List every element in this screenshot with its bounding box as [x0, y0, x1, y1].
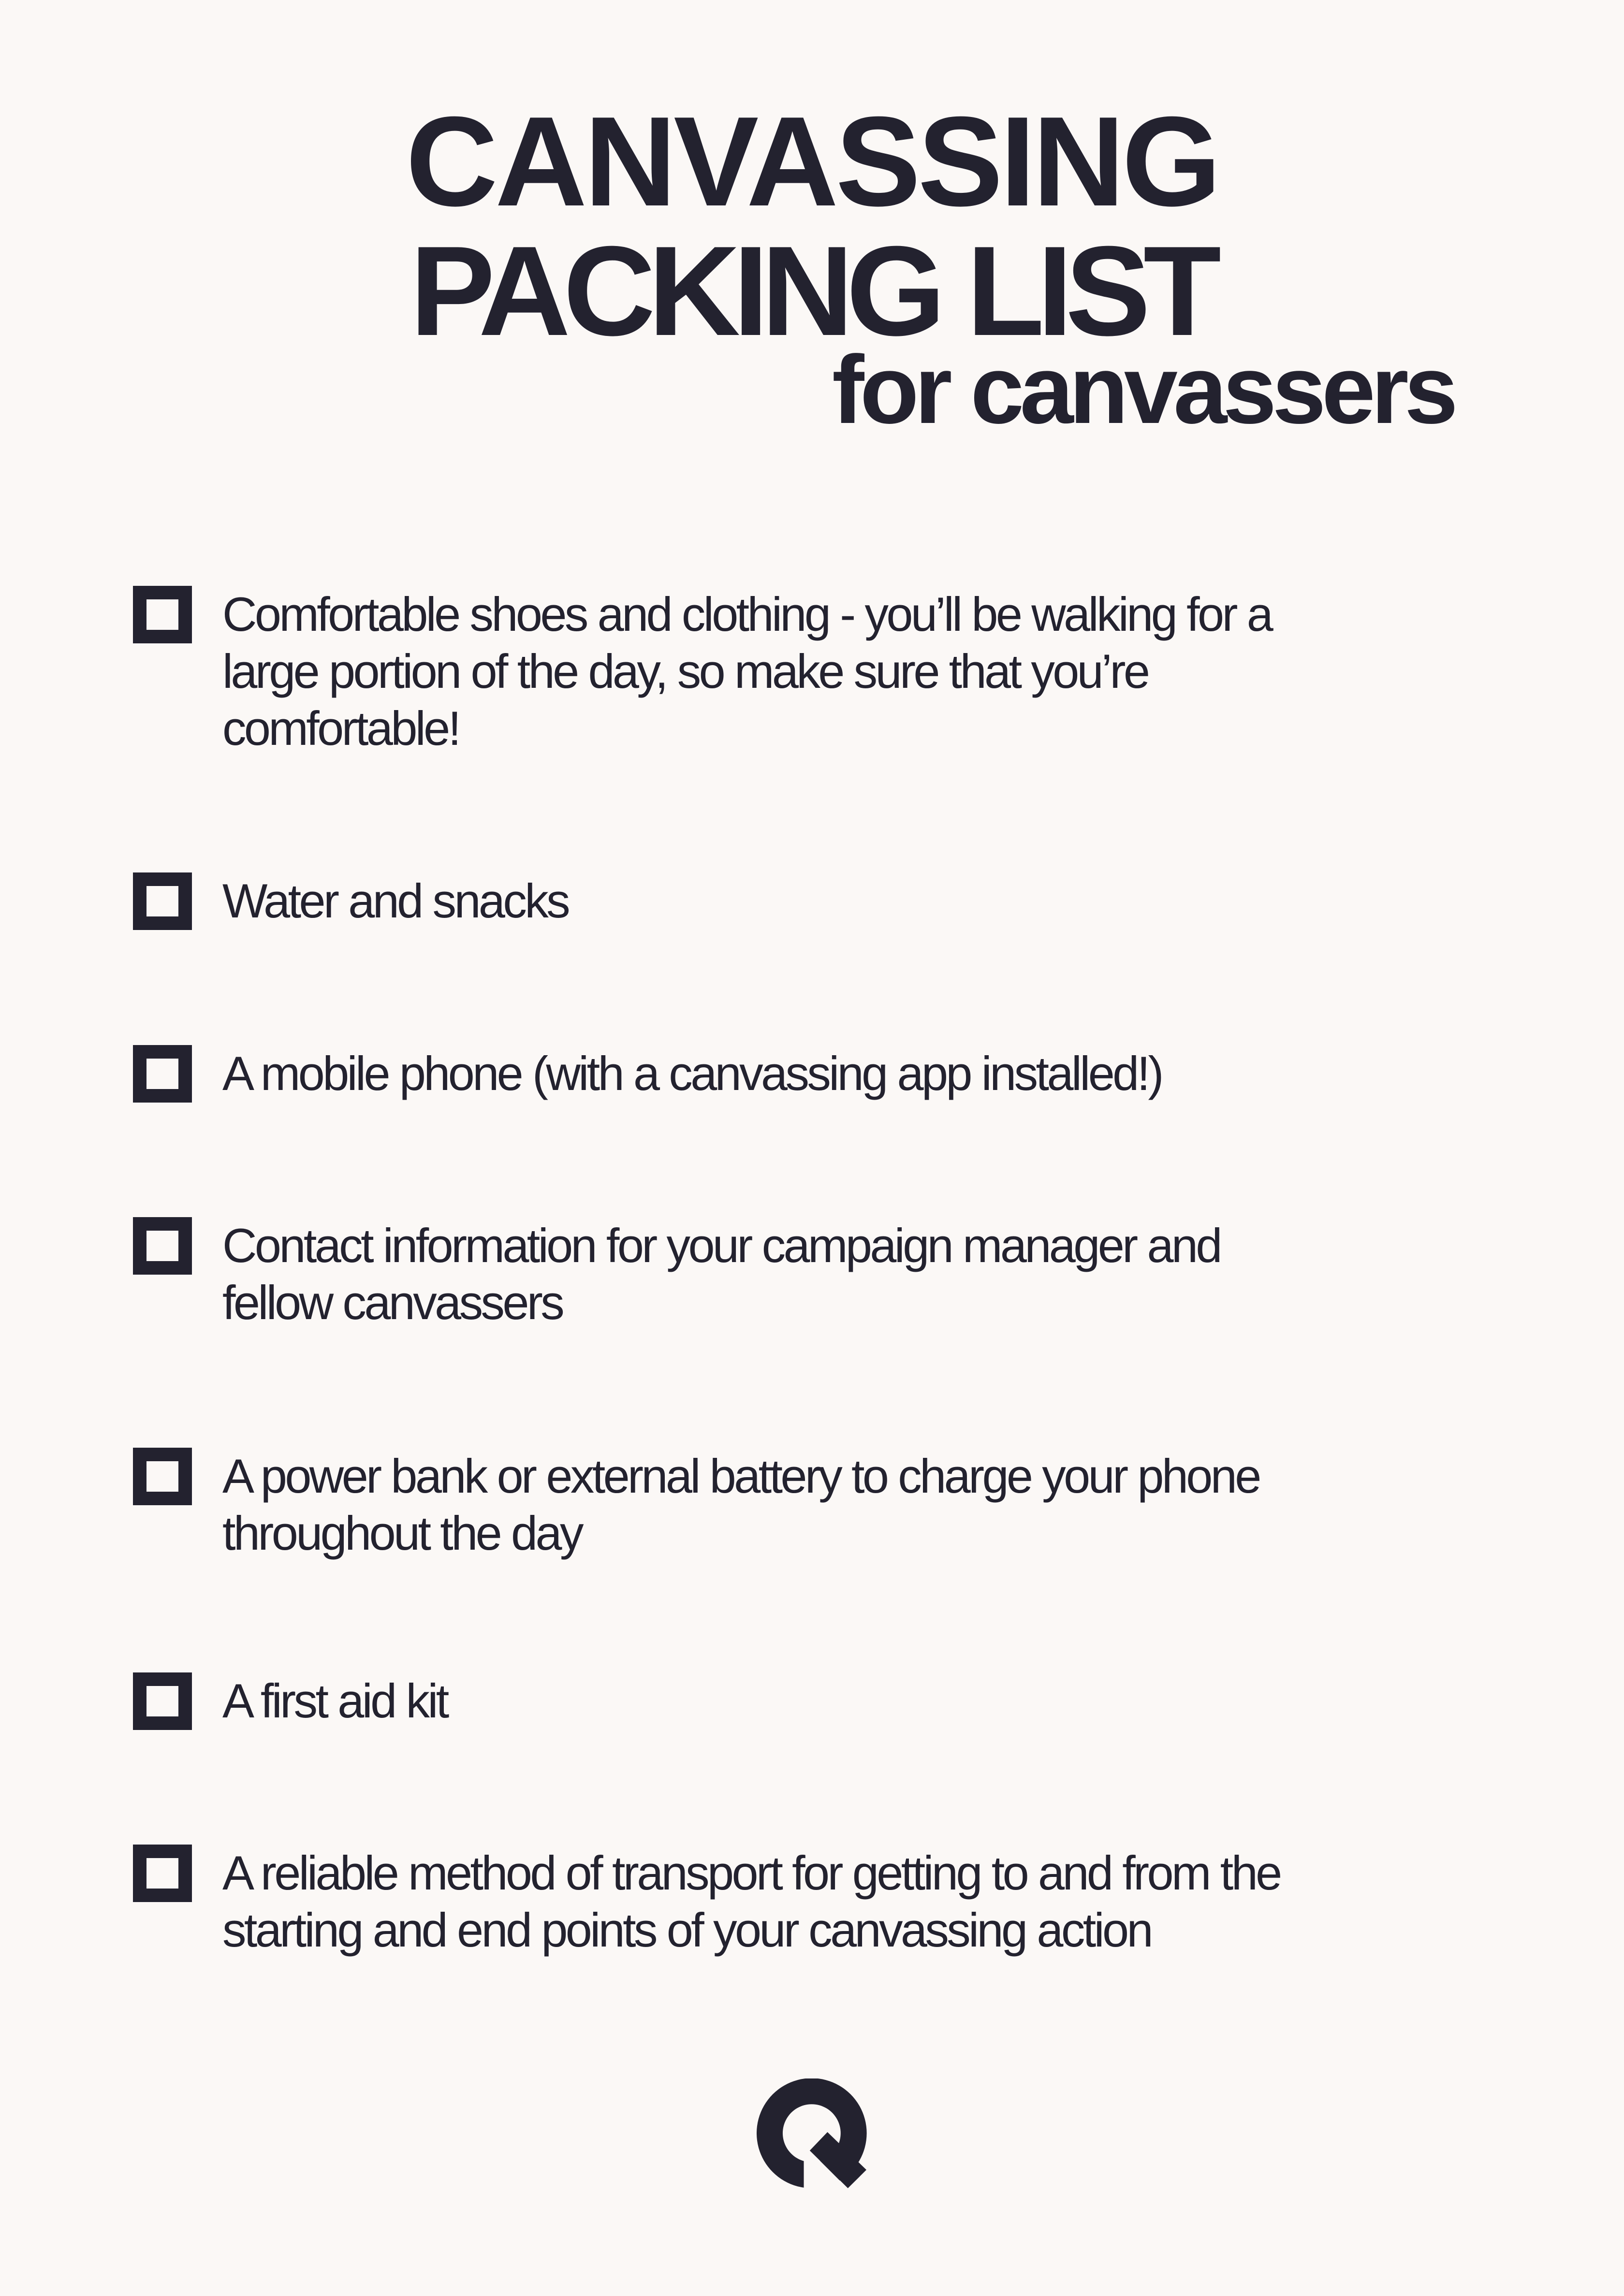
- checklist-item-line: fellow canvassers: [222, 1276, 563, 1329]
- page-subtitle: for canvassers: [832, 336, 1454, 444]
- checklist-item-line: comfortable!: [222, 701, 459, 755]
- checklist-item-text: [222, 872, 568, 930]
- checklist-item-line: Contact information for your campaign manager and: [222, 1219, 1220, 1272]
- checklist-item-line: A first aid kit: [222, 1674, 447, 1728]
- checklist-item-line: Water and snacks: [222, 874, 569, 928]
- checklist-item-text: [222, 586, 1271, 757]
- page-title-line-1: CANVASSING: [406, 90, 1218, 233]
- checklist-item-line: throughout the day: [222, 1506, 582, 1560]
- checklist-item-line: A mobile phone (with a canvassing app installed!): [222, 1046, 1162, 1100]
- q-logo-icon: [757, 2078, 867, 2189]
- page-title-line-2: PACKING LIST: [410, 219, 1214, 362]
- checkbox[interactable]: [133, 872, 192, 930]
- checkbox[interactable]: [133, 1672, 192, 1730]
- checklist-item-text: [222, 1217, 1220, 1331]
- checklist-item-line: Comfortable shoes and clothing - you’ll be walking for a: [222, 587, 1272, 641]
- checkbox[interactable]: [133, 586, 192, 643]
- checklist-item-line: A reliable method of transport for getting to and from the: [222, 1846, 1280, 1900]
- checklist-item-text: [222, 1672, 447, 1729]
- checklist-item-line: large portion of the day, so make sure that you’re: [222, 644, 1148, 698]
- checkbox[interactable]: [133, 1217, 192, 1275]
- checkbox[interactable]: [133, 1845, 192, 1902]
- checklist-item-text: [222, 1448, 1259, 1562]
- checklist-item-text: [222, 1845, 1280, 1959]
- checkbox[interactable]: [133, 1448, 192, 1505]
- checklist-item-line: starting and end points of your canvassing action: [222, 1903, 1151, 1957]
- checklist-item-line: A power bank or external battery to charge your phone: [222, 1449, 1259, 1503]
- checklist-item-text: [222, 1045, 1162, 1102]
- checkbox[interactable]: [133, 1045, 192, 1103]
